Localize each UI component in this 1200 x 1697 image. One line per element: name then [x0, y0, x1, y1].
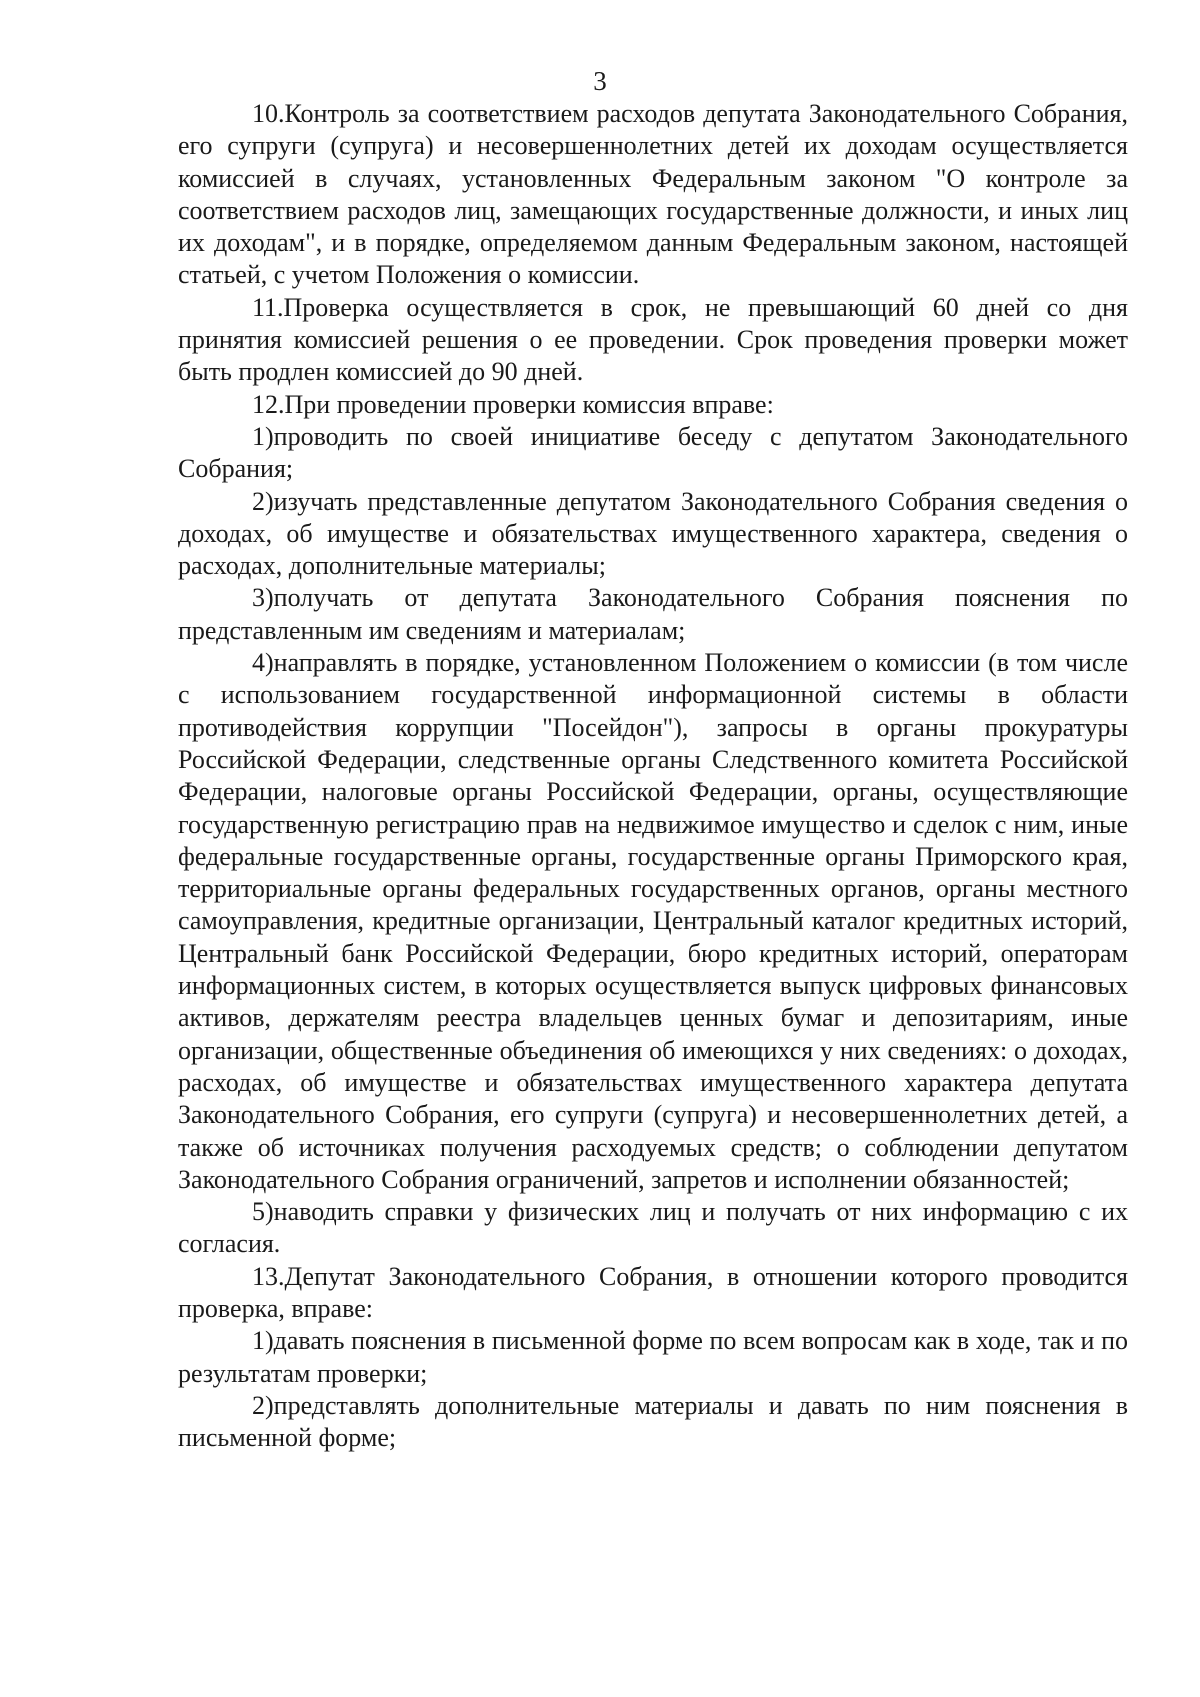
page-number: 3	[593, 66, 607, 96]
paragraph-13-deputy-rights: 13.Депутат Законодательного Собрания, в отношении которого проводится проверка, вправе:	[178, 1261, 1128, 1323]
paragraph-10-expense-control: 10.Контроль за соответствием расходов депутата Законодательного Собрания, его супруги (супруга) и несовершеннолетних детей их доходам осуществляется комиссией в случаях, установленных Федеральным законом "О контроле за соответствием расходов лиц, замещающих государственные должности, и иных лиц их доходам", и в порядке, определяемом данным Федеральным законом, настоящей статьей, с учетом Положения о комиссии.	[178, 99, 1128, 290]
list-item-13-1: 1)давать пояснения в письменной форме по всем вопросам как в ходе, так и по результатам проверки;	[178, 1326, 1128, 1388]
list-item-12-4: 4)направлять в порядке, установленном Положением о комиссии (в том числе с использованием государственной информационной системы в области противодействия коррупции "Посейдон"), запросы в органы прокуратуры Российской Федерации, следственные органы Следственного комитета Российской Федерации, налоговые органы Российской Федерации, органы, осуществляющие государственную регистрацию прав на недвижимое имущество и сделок с ним, иные федеральные государственные органы, государственные органы Приморского края, территориальные органы федеральных государственных органов, органы местного самоуправления, кредитные организации, Центральный каталог кредитных историй, Центральный банк Российской Федерации, бюро кредитных историй, операторам информационных систем, в которых осуществляется выпуск цифровых финансовых активов, держателям реестра владельцев ценных бумаг и депозитариям, иные организации, общественные объединения об имеющихся у них сведениях: о доходах, расходах, об имуществе и обязательствах имущественного характера депутата Законодательного Собрания, его супруги (супруга) и несовершеннолетних детей, а также об источниках получения расходуемых средств; о соблюдении депутатом Законодательного Собрания ограничений, запретов и исполнении обязанностей;	[178, 648, 1128, 1194]
list-item-12-5: 5)наводить справки у физических лиц и получать от них информацию с их согласия.	[178, 1197, 1128, 1259]
list-item-12-2: 2)изучать представленные депутатом Законодательного Собрания сведения о доходах, об имуществе и обязательствах имущественного характера, сведения о расходах, дополнительные материалы;	[178, 486, 1128, 581]
paragraph-12-commission-rights: 12.При проведении проверки комиссия вправе:	[252, 389, 774, 419]
paragraph-11-inspection-term: 11.Проверка осуществляется в срок, не превышающий 60 дней со дня принятия комиссией решения о ее проведении. Срок проведения проверки может быть продлен комиссией до 90 дней.	[178, 292, 1128, 387]
list-item-13-2: 2)представлять дополнительные материалы и давать по ним пояснения в письменной форме;	[178, 1390, 1128, 1453]
list-item-12-1: 1)проводить по своей инициативе беседу с депутатом Законодательного Собрания;	[178, 421, 1128, 484]
document-body	[178, 98, 1128, 1454]
list-item-12-3: 3)получать от депутата Законодательного Собрания пояснения по представленным им сведениям и материалам;	[178, 583, 1128, 645]
